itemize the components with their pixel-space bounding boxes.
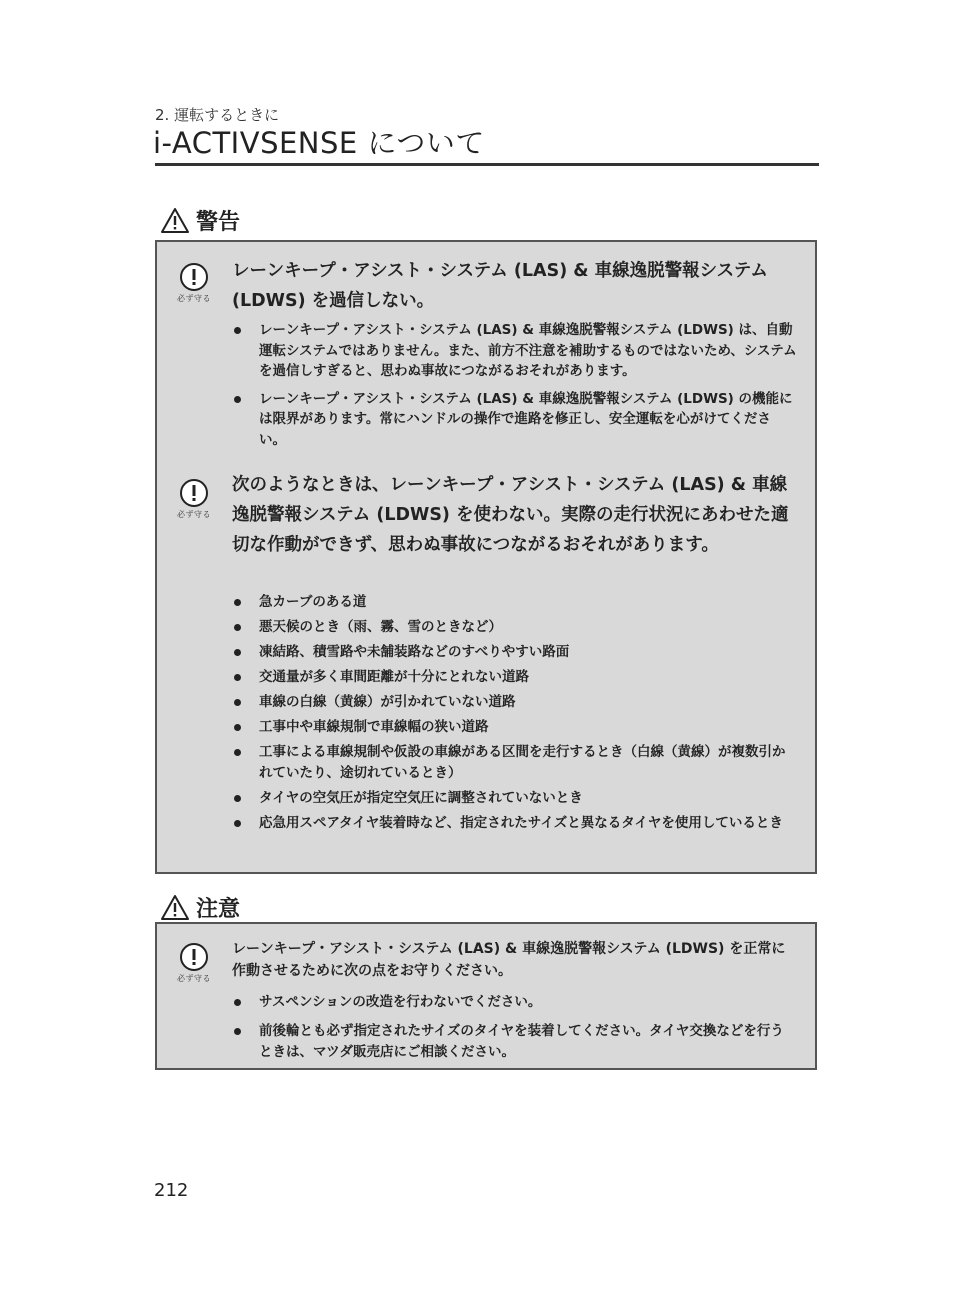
list-item: 交通量が多く車間距離が十分にとれない道路 <box>232 667 797 688</box>
mandatory-mark <box>177 942 211 984</box>
list-item: タイヤの空気圧が指定空気圧に調整されていないとき <box>232 788 797 809</box>
title-divider <box>155 163 819 166</box>
caution-list <box>232 992 797 1071</box>
caution-heading <box>160 892 240 923</box>
mandatory-mark <box>177 262 211 304</box>
list-item: 前後輪とも必ず指定されたサイズのタイヤを装着してください。タイヤ交換などを行うときは、マツダ販売店にご相談ください。 <box>232 1021 797 1063</box>
warning-list-1 <box>232 320 797 457</box>
list-item: 工事による車線規制や仮設の車線がある区間を走行するとき（白線（黄線）が複数引かれていたり、途切れているとき） <box>232 742 797 784</box>
section-label: 2. 運転するときに <box>155 106 280 124</box>
list-item: 車線の白線（黄線）が引かれていない道路 <box>232 692 797 713</box>
list-item: 凍結路、積雪路や未舗装路などのすべりやすい路面 <box>232 642 797 663</box>
page-title: i-ACTIVSENSE について <box>153 126 485 160</box>
list-item: 工事中や車線規制で車線幅の狭い道路 <box>232 717 797 738</box>
warning-triangle-icon <box>160 894 190 921</box>
caution-heading-label: 注意 <box>196 897 241 922</box>
mandatory-mark-caption: 必ず守る <box>177 510 211 519</box>
exclamation-circle-icon <box>179 478 209 508</box>
caution-box <box>155 922 817 1070</box>
warning-list-2 <box>232 592 797 838</box>
warning-lead-2: 次のようなときは、レーンキープ・アシスト・システム (LAS) & 車線逸脱警報システム (LDWS) を使わない。実際の走行状況にあわせた適切な作動ができず、思わぬ事故につながるおそれがあります。 <box>232 475 789 555</box>
exclamation-circle-icon <box>179 942 209 972</box>
warning-triangle-icon <box>160 207 190 234</box>
list-item: 応急用スペアタイヤ装着時など、指定されたサイズと異なるタイヤを使用しているとき <box>232 813 797 834</box>
list-item: レーンキープ・アシスト・システム (LAS) & 車線逸脱警報システム (LDWS) の機能には限界があります。常にハンドルの操作で進路を修正し、安全運転を心がけてください。 <box>232 389 797 451</box>
warning-box <box>155 240 817 874</box>
warning-heading <box>160 205 240 236</box>
list-item: レーンキープ・アシスト・システム (LAS) & 車線逸脱警報システム (LDWS) は、自動運転システムではありません。また、前方不注意を補助するものではないため、システムを過信しすぎると、思わぬ事故につながるおそれがあります。 <box>232 320 797 382</box>
list-item: 急カーブのある道 <box>232 592 797 613</box>
mandatory-mark-caption: 必ず守る <box>177 974 211 983</box>
page-number: 212 <box>154 1180 189 1201</box>
caution-lead: レーンキープ・アシスト・システム (LAS) & 車線逸脱警報システム (LDWS) を正常に作動させるために次の点をお守りください。 <box>232 941 786 979</box>
exclamation-circle-icon <box>179 262 209 292</box>
warning-lead-1: レーンキープ・アシスト・システム (LAS) & 車線逸脱警報システム (LDWS) を過信しない。 <box>232 261 768 311</box>
mandatory-mark-caption: 必ず守る <box>177 294 211 303</box>
mandatory-mark <box>177 478 211 520</box>
list-item: サスペンションの改造を行わないでください。 <box>232 992 797 1013</box>
list-item: 悪天候のとき（雨、霧、雪のときなど） <box>232 617 797 638</box>
warning-heading-label: 警告 <box>196 210 241 235</box>
